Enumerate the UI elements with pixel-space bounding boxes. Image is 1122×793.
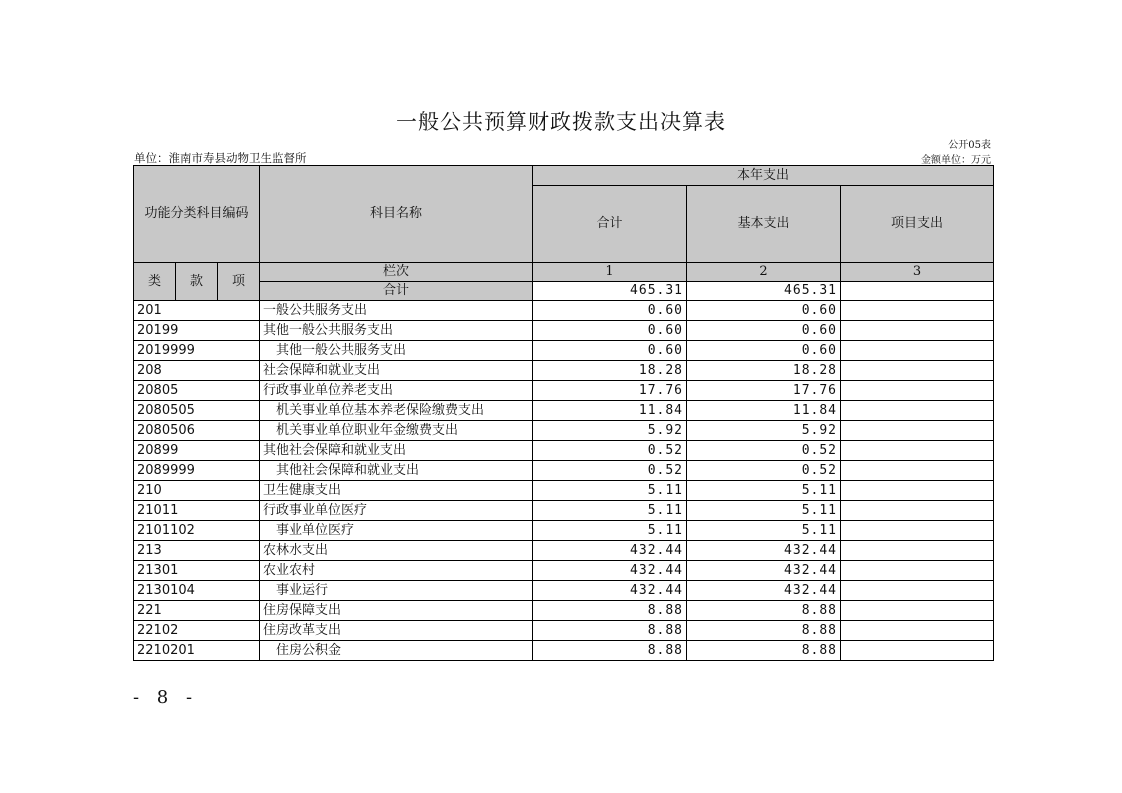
row-basic: 8.88 — [687, 641, 841, 661]
row-project — [841, 381, 994, 401]
row-name: 农林水支出 — [260, 541, 533, 561]
row-total: 8.88 — [533, 601, 687, 621]
row-code: 2101102 — [134, 521, 260, 541]
row-project — [841, 421, 994, 441]
row-code: 221 — [134, 601, 260, 621]
row-total: 432.44 — [533, 541, 687, 561]
header-xiang: 项 — [218, 263, 260, 301]
sum-basic: 465.31 — [687, 282, 841, 301]
reporting-unit: 单位：淮南市寿县动物卫生监督所 — [134, 151, 307, 165]
row-project — [841, 401, 994, 421]
table-row — [134, 601, 994, 621]
header-code: 功能分类科目编码 — [134, 166, 260, 263]
row-basic: 0.52 — [687, 441, 841, 461]
row-basic: 0.60 — [687, 341, 841, 361]
row-name: 住房保障支出 — [260, 601, 533, 621]
row-basic: 432.44 — [687, 581, 841, 601]
expenditure-table — [133, 165, 994, 661]
row-name: 社会保障和就业支出 — [260, 361, 533, 381]
header-basic: 基本支出 — [687, 186, 841, 263]
table-row — [134, 521, 994, 541]
row-project — [841, 521, 994, 541]
row-code: 20805 — [134, 381, 260, 401]
row-name: 一般公共服务支出 — [260, 301, 533, 321]
header-column-no: 栏次 — [260, 263, 533, 282]
row-code: 2080506 — [134, 421, 260, 441]
row-basic: 5.11 — [687, 481, 841, 501]
table-row — [134, 361, 994, 381]
row-name: 机关事业单位职业年金缴费支出 — [260, 421, 533, 441]
row-code: 20899 — [134, 441, 260, 461]
row-total: 5.11 — [533, 521, 687, 541]
row-code: 201 — [134, 301, 260, 321]
row-name: 住房改革支出 — [260, 621, 533, 641]
table-row — [134, 461, 994, 481]
table-row — [134, 641, 994, 661]
row-total: 18.28 — [533, 361, 687, 381]
sum-total: 465.31 — [533, 282, 687, 301]
table-row — [134, 381, 994, 401]
row-basic: 5.11 — [687, 521, 841, 541]
row-project — [841, 601, 994, 621]
row-total: 0.52 — [533, 461, 687, 481]
row-code: 2130104 — [134, 581, 260, 601]
row-name: 其他一般公共服务支出 — [260, 321, 533, 341]
header-project: 项目支出 — [841, 186, 994, 263]
row-total: 0.60 — [533, 341, 687, 361]
row-name: 住房公积金 — [260, 641, 533, 661]
row-project — [841, 341, 994, 361]
row-basic: 18.28 — [687, 361, 841, 381]
table-row — [134, 561, 994, 581]
row-code: 213 — [134, 541, 260, 561]
row-total: 0.60 — [533, 301, 687, 321]
table-row — [134, 421, 994, 441]
row-name: 其他社会保障和就业支出 — [260, 461, 533, 481]
row-basic: 0.60 — [687, 321, 841, 341]
table-row — [134, 481, 994, 501]
row-basic: 0.60 — [687, 301, 841, 321]
table-title: 一般公共预算财政拨款支出决算表 — [396, 110, 726, 134]
row-total: 11.84 — [533, 401, 687, 421]
row-project — [841, 361, 994, 381]
page-number: - 8 - — [133, 687, 199, 708]
row-name: 行政事业单位医疗 — [260, 501, 533, 521]
row-total: 8.88 — [533, 641, 687, 661]
row-total: 5.11 — [533, 481, 687, 501]
row-project — [841, 641, 994, 661]
row-name: 事业运行 — [260, 581, 533, 601]
row-name: 机关事业单位基本养老保险缴费支出 — [260, 401, 533, 421]
row-name: 事业单位医疗 — [260, 521, 533, 541]
row-basic: 432.44 — [687, 561, 841, 581]
row-basic: 0.52 — [687, 461, 841, 481]
row-code: 210 — [134, 481, 260, 501]
row-basic: 17.76 — [687, 381, 841, 401]
row-name: 其他一般公共服务支出 — [260, 341, 533, 361]
row-basic: 432.44 — [687, 541, 841, 561]
row-project — [841, 561, 994, 581]
row-code: 22102 — [134, 621, 260, 641]
amount-unit: 金额单位：万元 — [921, 155, 991, 166]
table-row — [134, 301, 994, 321]
column-number-1: 1 — [533, 263, 687, 282]
row-project — [841, 541, 994, 561]
row-project — [841, 621, 994, 641]
table-row — [134, 321, 994, 341]
row-code: 2080505 — [134, 401, 260, 421]
row-total: 432.44 — [533, 581, 687, 601]
row-code: 21301 — [134, 561, 260, 581]
table-row — [134, 581, 994, 601]
row-code: 2019999 — [134, 341, 260, 361]
row-project — [841, 321, 994, 341]
header-lei: 类 — [134, 263, 176, 301]
row-project — [841, 581, 994, 601]
row-code: 21011 — [134, 501, 260, 521]
row-code: 2210201 — [134, 641, 260, 661]
row-name: 行政事业单位养老支出 — [260, 381, 533, 401]
row-code: 2089999 — [134, 461, 260, 481]
table-row — [134, 401, 994, 421]
header-name: 科目名称 — [260, 166, 533, 263]
table-row — [134, 501, 994, 521]
sum-row — [134, 282, 994, 301]
row-basic: 5.11 — [687, 501, 841, 521]
sum-project — [841, 282, 994, 301]
row-basic: 8.88 — [687, 601, 841, 621]
row-project — [841, 441, 994, 461]
table-row — [134, 541, 994, 561]
header-current-year: 本年支出 — [533, 166, 994, 186]
row-project — [841, 461, 994, 481]
table-row — [134, 621, 994, 641]
column-number-3: 3 — [841, 263, 994, 282]
row-code: 208 — [134, 361, 260, 381]
row-total: 5.11 — [533, 501, 687, 521]
row-total: 0.52 — [533, 441, 687, 461]
row-basic: 8.88 — [687, 621, 841, 641]
row-name: 农业农村 — [260, 561, 533, 581]
row-name: 其他社会保障和就业支出 — [260, 441, 533, 461]
column-number-2: 2 — [687, 263, 841, 282]
table-row — [134, 441, 994, 461]
header-kuan: 款 — [176, 263, 218, 301]
row-basic: 5.92 — [687, 421, 841, 441]
row-project — [841, 481, 994, 501]
row-total: 0.60 — [533, 321, 687, 341]
row-total: 17.76 — [533, 381, 687, 401]
row-total: 432.44 — [533, 561, 687, 581]
row-project — [841, 501, 994, 521]
row-total: 8.88 — [533, 621, 687, 641]
table-row — [134, 341, 994, 361]
row-project — [841, 301, 994, 321]
row-code: 20199 — [134, 321, 260, 341]
form-number: 公开05表 — [948, 140, 991, 151]
row-total: 5.92 — [533, 421, 687, 441]
header-total: 合计 — [533, 186, 687, 263]
row-basic: 11.84 — [687, 401, 841, 421]
sum-label: 合计 — [260, 282, 533, 301]
row-name: 卫生健康支出 — [260, 481, 533, 501]
